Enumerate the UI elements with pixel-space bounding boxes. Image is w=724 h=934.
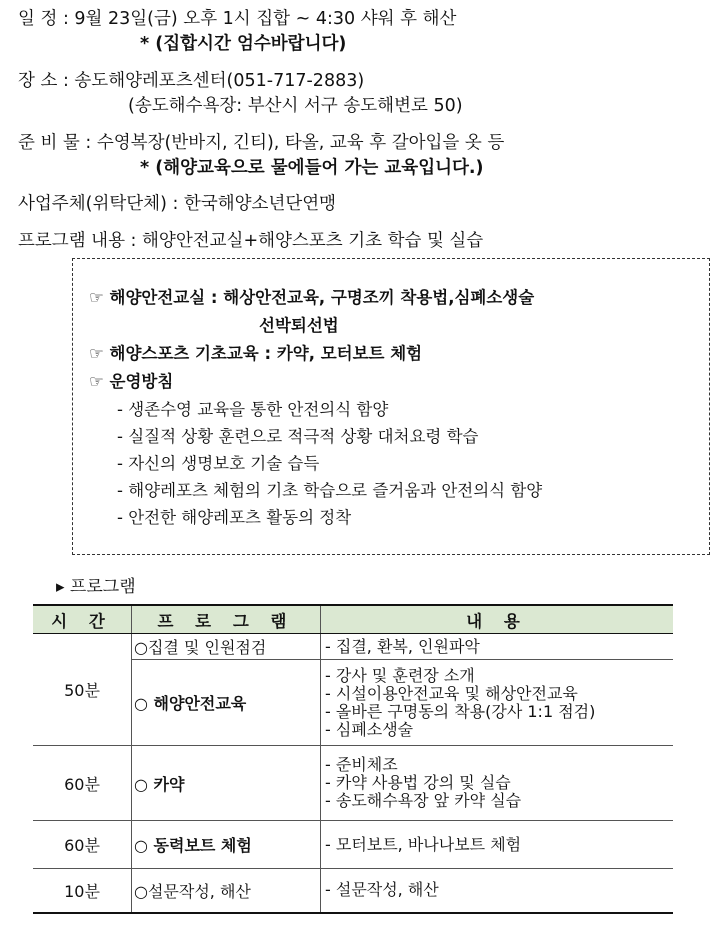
content-cell [321,660,674,746]
program-cell: ○ 동력보트 체험 [132,821,321,869]
date-value: 9월 23일(금) 오후 1시 집합 ~ 4:30 샤워 후 해산 [74,9,457,29]
table-row [33,746,673,821]
content-line: - 시설이용안전교육 및 해상안전교육 [325,683,578,703]
time-cell: 60분 [33,746,132,821]
content-line: - 올바른 구명동의 착용(강사 1:1 점검) [325,701,596,721]
col-header-program: 프 로 그 램 [132,605,321,634]
prep-label: 준 비 물 [18,133,80,153]
content-line: - 송도해수욕장 앞 카약 실습 [325,791,522,810]
policy-item: - 안전한 해양레포츠 활동의 정착 [117,508,352,527]
program-section-header: ▸ 프로그램 [56,577,136,597]
table-header-row [33,605,673,634]
content-line: - 심폐소생술 [325,719,414,739]
box-item-policy: ☞ 운영방침 [89,372,174,391]
content-line: - 카약 사용법 강의 및 실습 [325,773,511,792]
prep-line: 준 비 물 : 수영복장(반바지, 긴티), 타올, 교육 후 갈아입을 옷 등 [18,133,505,153]
content-line: - 모터보트, 바나나보트 체험 [325,834,522,854]
program-cell: ○설문작성, 해산 [132,869,321,913]
content-cell: - 집결, 환복, 인원파악 [321,634,674,660]
content-cell [321,746,674,821]
time-cell: 10분 [33,869,132,913]
col-header-content: 내 용 [321,605,674,634]
content-line: - 강사 및 훈련장 소개 [325,665,475,685]
table-row [33,634,673,660]
date-line: 일 정 : 9월 23일(금) 오후 1시 집합 ~ 4:30 샤워 후 해산 [18,9,457,29]
host-line: 사업주체(위탁단체) : 한국해양소년단연맹 [18,194,337,214]
place-line: 장 소 : 송도해양레포츠센터(051-717-2883) [18,71,365,91]
content-cell [321,869,674,913]
prep-value: 수영복장(반바지, 긴티), 타올, 교육 후 갈아입을 옷 등 [96,133,505,153]
table-row [33,821,673,869]
table-row [33,869,673,913]
time-cell: 60분 [33,821,132,869]
program-summary-box [72,258,710,555]
box-item-safety: ☞ 해양안전교실 : 해상안전교육, 구명조끼 착용법,심폐소생술 [89,288,535,307]
prep-note: * (해양교육으로 물에들어 가는 교육입니다.) [140,158,484,178]
policy-item: - 자신의 생명보호 기술 습득 [117,454,320,473]
policy-item: - 생존수영 교육을 통한 안전의식 함양 [117,400,389,419]
content-line: - 준비체조 [325,755,398,774]
policy-item: - 해양레포츠 체험의 기초 학습으로 즐거움과 안전의식 함양 [117,481,543,500]
place-note: (송도해수욕장: 부산시 서구 송도해변로 50) [128,96,463,116]
place-label: 장 소 [18,71,58,91]
box-item-sports: ☞ 해양스포츠 기초교육 : 카약, 모터보트 체험 [89,344,423,363]
place-value: 송도해양레포츠센터(051-717-2883) [74,71,365,91]
col-header-time: 시 간 [33,605,132,634]
policy-item: - 실질적 상황 훈련으로 적극적 상황 대처요령 학습 [117,427,479,446]
program-cell: ○집결 및 인원점검 [132,634,321,660]
content-line: 프로그램 내용 : 해양안전교실+해양스포츠 기초 학습 및 실습 [18,231,484,251]
program-table [33,604,673,914]
date-note: * (집합시간 엄수바랍니다) [140,34,347,54]
content-cell [321,821,674,869]
date-label: 일 정 [18,9,58,29]
program-cell: ○ 카약 [132,746,321,821]
program-cell: ○ 해양안전교육 [132,660,321,746]
content-line: - 설문작성, 해산 [325,880,439,900]
box-item-safety-cont: 선박퇴선법 [259,316,339,335]
time-cell: 50분 [33,634,132,746]
